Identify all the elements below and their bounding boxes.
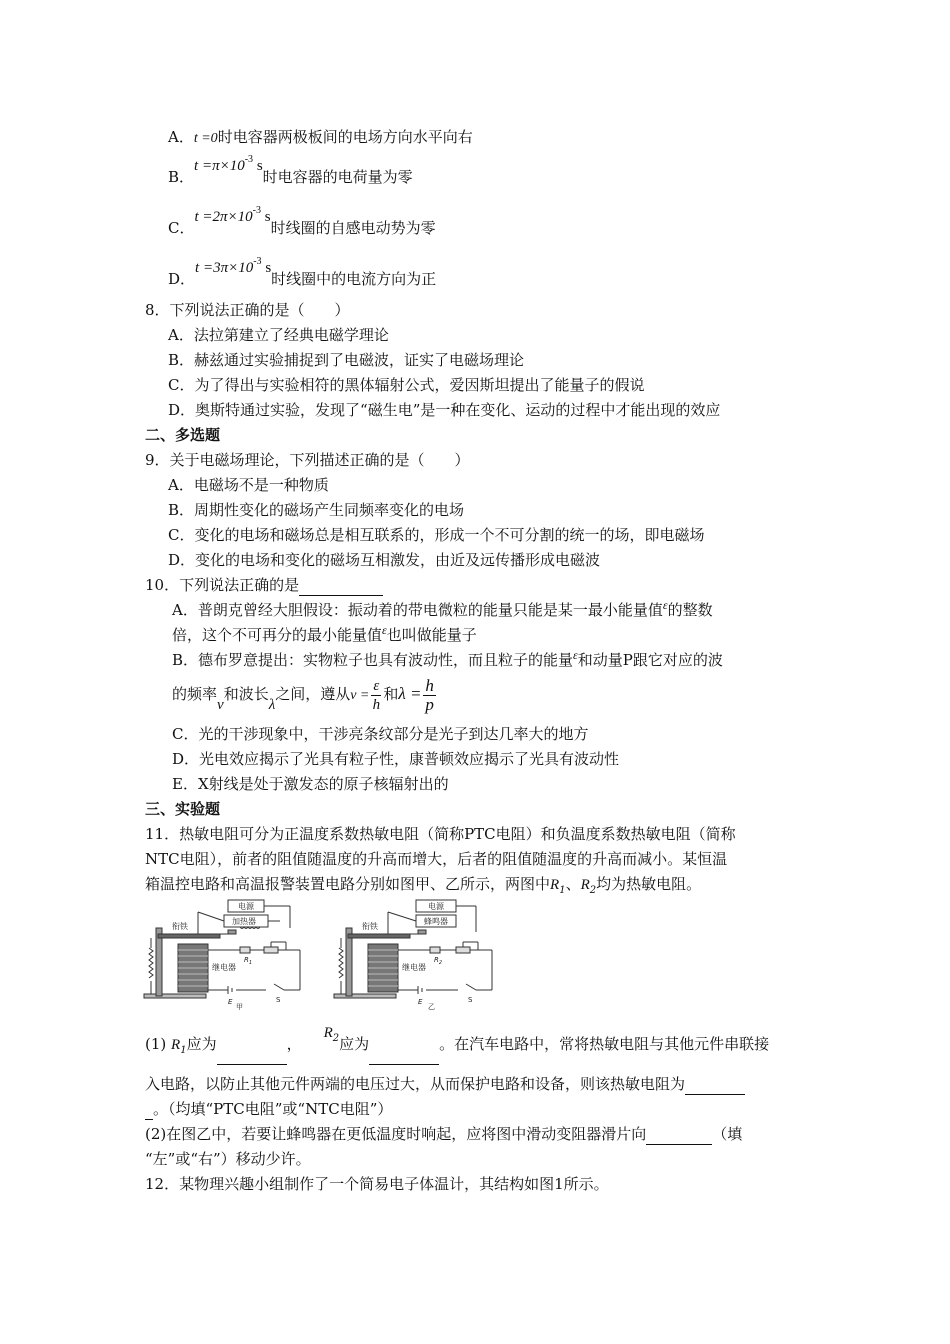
fraction: $\frac{h}{p}$ [425,675,434,714]
q11-line1: 11．热敏电阻可分为正温度系数热敏电阻（简称PTC电阻）和负温度系数热敏电阻（简称 [145,825,736,843]
q7-option-c: C．$t =2\pi\times 10^{-3}$ s时线圈的自感电动势为零 [168,205,436,237]
fraction: $\frac{\varepsilon}{h}$ [372,677,381,713]
math-expression: $t =3\pi\times 10^{-3}$ s [195,256,272,276]
q11-part2-line1: (2)在图乙中，若要让蜂鸣器在更低温度时响起，应将图中滑动变阻器滑片向 （填 [145,1125,743,1143]
label-r2: $R_2$ [434,956,443,966]
rheostat [264,947,278,953]
label-e: E [228,998,233,1006]
spring [149,948,153,978]
base-plate [144,994,206,998]
label-s: S [276,996,281,1004]
q10-option-b-line2: 的频率ν和波长λ之间，遵从ν = $\frac{\varepsilon}{h}$ 和λ = $\frac{h}{p}$ [172,675,434,714]
math-expression: $t =2\pi\times 10^{-3}$ s [194,205,271,225]
answer-blank[interactable] [369,1024,439,1065]
q7-option-d: D．$t =3\pi\times 10^{-3}$ s时线圈中的电流方向为正 [168,256,437,288]
q9-option-b: B．周期性变化的磁场产生同频率变化的电场 [168,501,465,519]
section-heading-experiment: 三、实验题 [145,800,221,818]
caption-yi: 乙 [428,1003,435,1010]
rheostat [456,947,470,953]
answer-blank[interactable] [646,1124,712,1145]
label-e: E [418,998,423,1006]
label-buzzer: 蜂鸣器 [424,917,448,926]
label-s: S [468,996,473,1004]
q7-option-a: A．t =0时电容器两极板间的电场方向水平向右 [168,128,473,146]
q11-part1-line1: (1) $R_1$应为 ，$R_2$应为 。在汽车电路中，常将热敏电阻与其他元件串联接 [145,1024,769,1071]
q10-option-e: E．X射线是处于激发态的原子核辐射出的 [172,775,449,793]
label-relay: 继电器 [402,963,426,972]
armature [158,934,220,938]
caption-jia: 甲 [236,1003,243,1010]
q8-option-a: A．法拉第建立了经典电磁学理论 [168,326,389,344]
q10-option-a-line2: 倍，这个不可再分的最小能量值$^\varepsilon$也叫做能量子 [172,623,477,644]
section-heading-multiple-choice: 二、多选题 [145,426,221,444]
q8-stem: 8．下列说法正确的是（ ） [145,301,350,319]
q12-stem: 12．某物理兴趣小组制作了一个简易电子体温计，其结构如图1所示。 [145,1175,609,1193]
q8-option-c: C．为了得出与实验相符的黑体辐射公式，爱因斯坦提出了能量子的假说 [168,376,645,394]
q9-stem: 9．关于电磁场理论，下列描述正确的是（ ） [145,451,470,469]
label-r1: $R_1$ [244,956,253,966]
circuit-diagram-yi [330,898,510,1010]
q8-option-d: D．奥斯特通过实验，发现了“磁生电”是一种在变化、运动的过程中才能出现的效应 [168,401,721,419]
label-heater: 加热器 [232,917,256,926]
q11-part2-line2: “左”或“右”）移动少许。 [145,1150,311,1168]
q11-part1-line3: 。（均填“PTC电阻”或“NTC电阻”） [145,1099,392,1120]
answer-blank[interactable] [299,575,383,596]
math-expression: t =0 [193,131,218,146]
thermistor-r2 [430,947,440,953]
label-relay: 继电器 [212,963,236,972]
q10-stem: 10．下列说法正确的是 [145,575,383,596]
answer-blank[interactable] [685,1074,745,1095]
q9-option-a: A．电磁场不是一种物质 [168,476,329,494]
q10-option-d: D．光电效应揭示了光具有粒子性，康普顿效应揭示了光具有波动性 [172,750,620,768]
label-power: 电源 [428,902,444,911]
q10-option-b-line1: B．德布罗意提出：实物粒子也具有波动性，而且粒子的能量$^\varepsilon$和动量P跟它对应的波 [172,648,723,669]
q7-option-b: B．$t =\pi\times 10^{-3}$ s时电容器的电荷量为零 [168,154,413,186]
q9-option-c: C．变化的电场和磁场总是相互联系的，形成一个不可分割的统一的场，即电磁场 [168,526,705,544]
label-armature: 衔铁 [172,922,188,931]
q11-line3: 箱温控电路和高温报警装置电路分别如图甲、乙所示，两图中$R_1$、$R_2$均为热敏电阻。 [145,875,702,896]
q11-line2: NTC电阻），前者的阻值随温度的升高而增大，后者的阻值随温度的升高而减小。某恒温 [145,850,728,868]
label-armature: 衔铁 [362,922,378,931]
q11-part1-line2: 入电路，以防止其他元件两端的电压过大，从而保护电路和设备，则该热敏电阻为 [145,1074,745,1095]
q8-option-b: B．赫兹通过实验捕捉到了电磁波，证实了电磁场理论 [168,351,525,369]
label-power: 电源 [238,902,254,911]
answer-blank[interactable] [217,1024,287,1065]
thermistor-r1 [240,947,250,953]
q10-option-c: C．光的干涉现象中，干涉亮条纹部分是光子到达几率大的地方 [172,725,589,743]
math-expression: $t =\pi\times 10^{-3}$ s [194,154,263,174]
q9-option-d: D．变化的电场和变化的磁场互相激发，由近及远传播形成电磁波 [168,551,601,569]
q10-option-a-line1: A．普朗克曾经大胆假设：振动着的带电微粒的能量只能是某一最小能量值$^\varepsilon$的整数 [172,598,713,619]
circuit-diagram-jia [140,898,318,1010]
